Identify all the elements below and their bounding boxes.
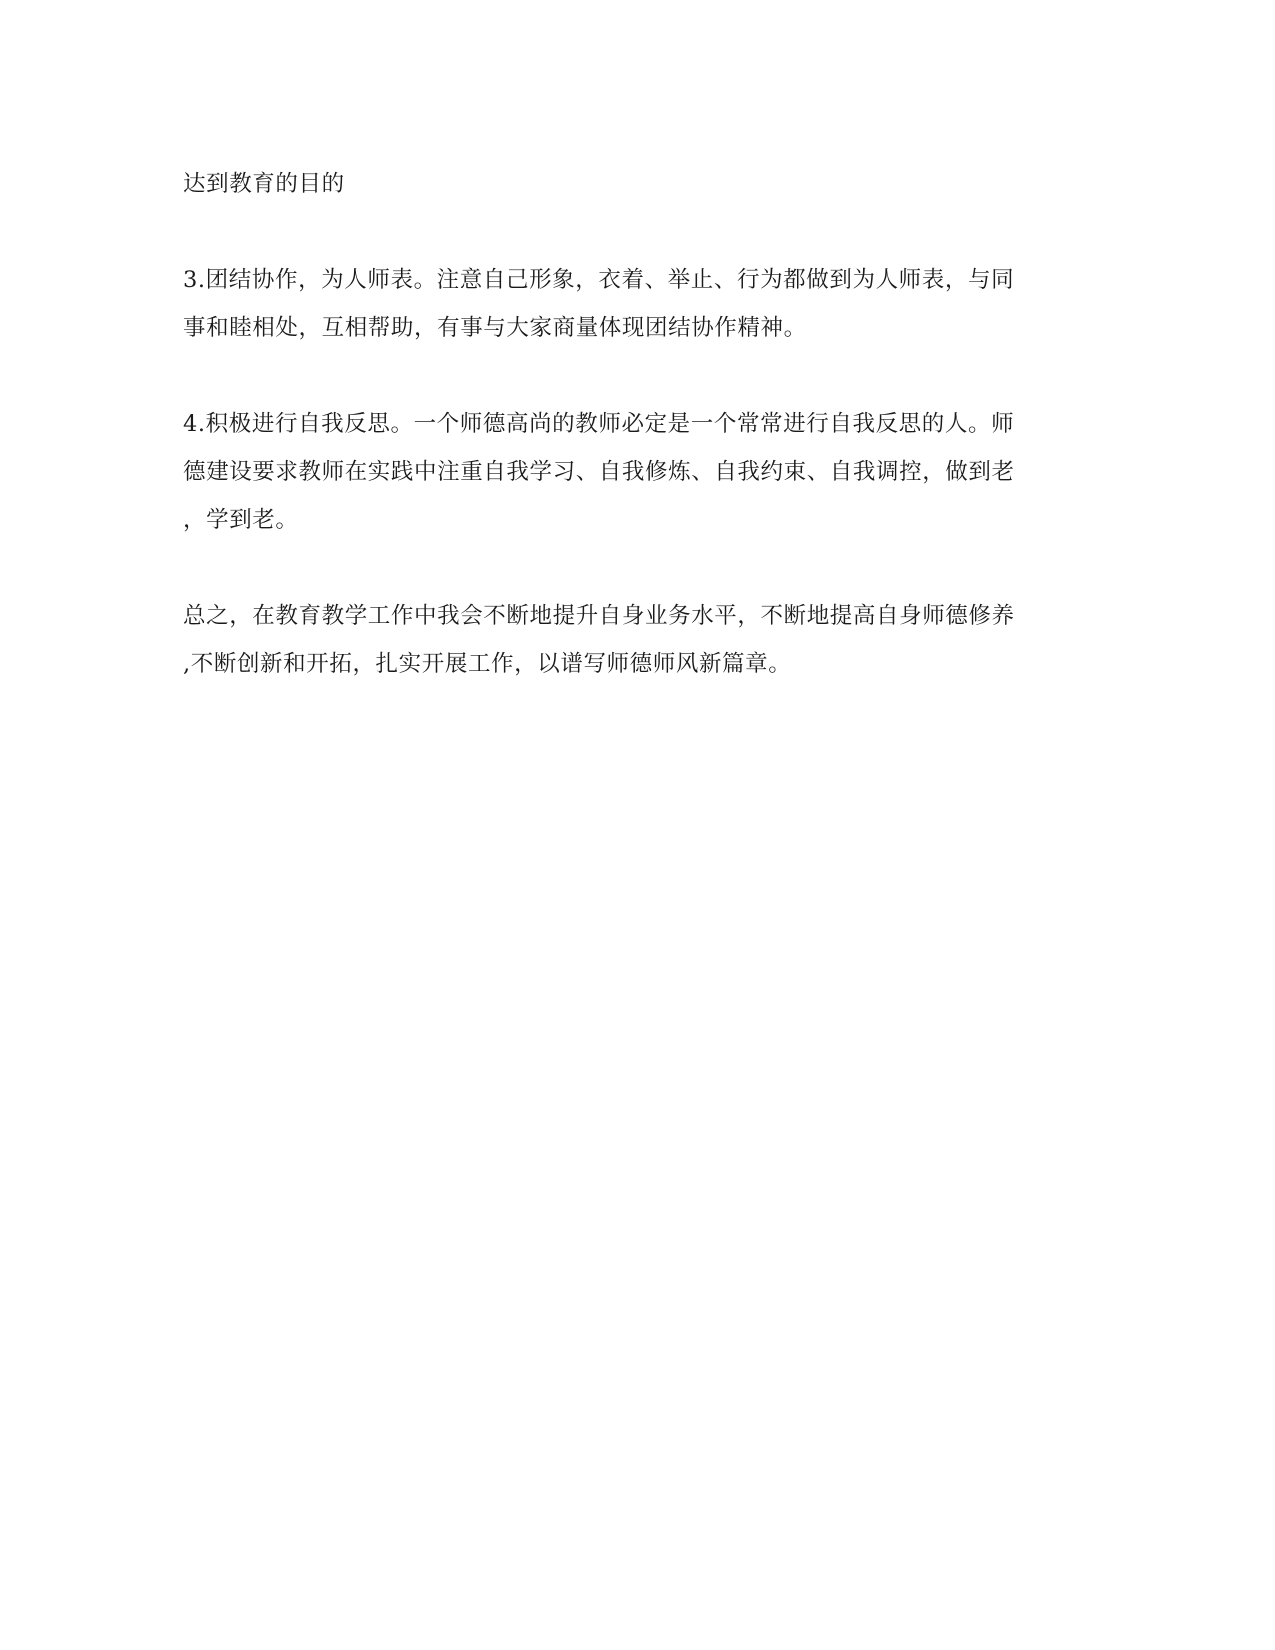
paragraph-item-4: [183, 400, 1083, 544]
text-line: 3.团结协作，为人师表。注意自己形象，衣着、举止、行为都做到为人师表，与同: [183, 267, 1015, 293]
paragraph-summary: [183, 592, 1083, 688]
text-line: 总之，在教育教学工作中我会不断地提升自身业务水平，不断地提高自身师德修养: [183, 603, 1015, 629]
document-body: [183, 160, 1083, 736]
text-line: 事和睦相处，互相帮助，有事与大家商量体现团结协作精神。: [183, 315, 807, 341]
text-line: 4.积极进行自我反思。一个师德高尚的教师必定是一个常常进行自我反思的人。师: [183, 411, 1015, 437]
text-line: 达到教育的目的: [183, 171, 345, 197]
paragraph-education-goal: [183, 160, 1083, 208]
text-line: ,不断创新和开拓，扎实开展工作，以谱写师德师风新篇章。: [183, 651, 792, 677]
text-line: ，学到老。: [183, 507, 299, 533]
paragraph-item-3: [183, 256, 1083, 352]
text-line: 德建设要求教师在实践中注重自我学习、自我修炼、自我约束、自我调控，做到老: [183, 459, 1015, 485]
